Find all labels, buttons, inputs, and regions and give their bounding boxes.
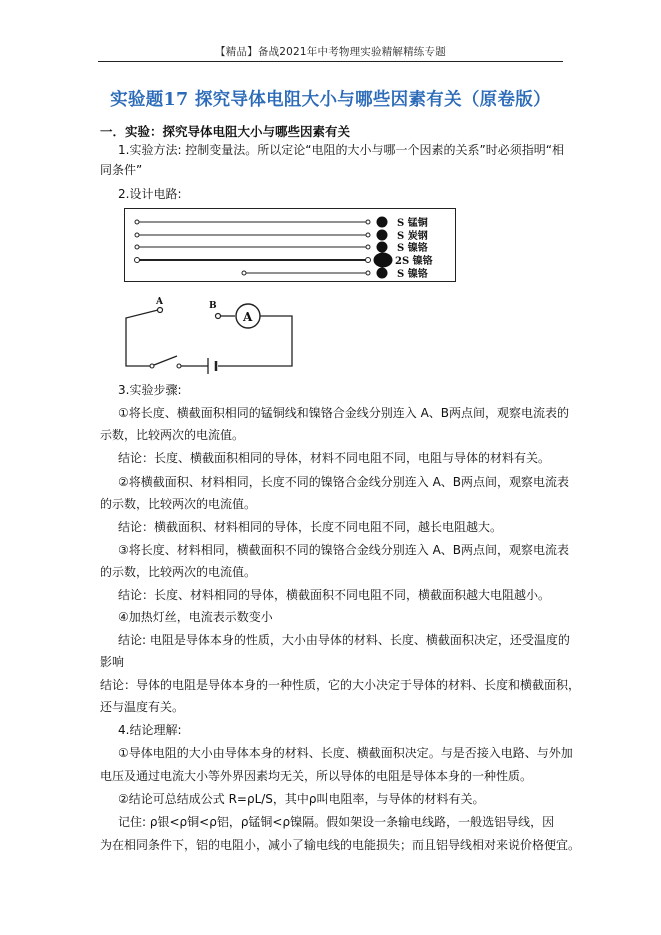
- conclusion1: 结论：长度、横截面积相同的导体，材料不同电阻不同，电阻与导体的材料有关。: [118, 451, 551, 465]
- item4-label: 4.结论理解:: [118, 723, 182, 737]
- conclusion4-line2: 影响: [100, 655, 125, 669]
- terminal-b: [216, 314, 221, 319]
- final-conclusion-line1: 结论：导体的电阻是导体本身的一种性质，它的大小决定于导体的材料、长度和横截面积，: [100, 678, 581, 692]
- wire-label-5: S 镍铬: [397, 269, 428, 280]
- header-rule: [98, 61, 563, 62]
- item1-line2: 同条件”: [100, 163, 143, 177]
- switch-lever: [154, 356, 177, 365]
- step3-line2: 的示数，比较两次的电流值。: [100, 565, 257, 579]
- wire-1: [135, 217, 388, 228]
- understanding1-line2: 电压及通过电流大小等外界因素均无关，所以导体的电阻是导体本身的一种性质。: [100, 769, 533, 783]
- wire-2: [135, 230, 388, 241]
- step1-line2: 示数，比较两次的电流值。: [100, 428, 245, 442]
- step1-line1: ①将长度、横截面积相同的锰铜线和镍铬合金线分别连入 A、B两点间，观察电流表的: [118, 406, 570, 420]
- terminal-b-label: B: [209, 301, 217, 311]
- item2-label: 2.设计电路:: [118, 187, 182, 201]
- wire-label-2: S 炭钢: [397, 231, 428, 242]
- memo-line1: 记住: ρ银<ρ铜<ρ铝，ρ锰铜<ρ镍隔。假如架设一条输电线路，一般选铝导线，因: [118, 815, 555, 829]
- circuit-wire-left: [126, 310, 158, 366]
- item3-label: 3.实验步骤:: [118, 383, 182, 397]
- conclusion3: 结论：长度、材料相同的导体，横截面积不同电阻不同，横截面积越大电阻越小。: [118, 588, 551, 602]
- wire-3: [135, 242, 388, 253]
- terminal-a-label: A: [156, 297, 163, 307]
- circuit-diagram: [120, 296, 310, 376]
- section-heading: 一．实验：探究导体电阻大小与哪些因素有关: [100, 124, 351, 139]
- step2-line1: ②将横截面积、材料相同，长度不同的镍铬合金线分别连入 A、B两点间，观察电流表: [118, 475, 570, 489]
- terminal-a: [158, 308, 163, 313]
- step4: ④加热灯丝，电流表示数变小: [118, 610, 273, 624]
- understanding1-line1: ①导体电阻的大小由导体本身的材料、长度、横截面积决定。与是否接入电路、与外加: [118, 746, 573, 760]
- ammeter-label: A: [243, 310, 253, 324]
- memo-line2: 为在相同条件下，铝的电阻小，减小了输电线的电能损失；而且铝导线相对来说价格便宜。: [100, 838, 581, 852]
- wire-5: [242, 268, 388, 279]
- step3-line1: ③将长度、材料相同，横截面积不同的镍铬合金线分别连入 A、B两点间，观察电流表: [118, 543, 570, 557]
- wire-label-3: S 镍铬: [397, 243, 428, 254]
- switch-contact: [177, 364, 181, 368]
- wire-label-1: S 锰铜: [397, 218, 428, 229]
- item1-line1: 1.实验方法: 控制变量法。所以定论“电阻的大小与哪一个因素的关系”时必须指明“相: [118, 143, 564, 157]
- conclusion4-line1: 结论: 电阻是导体本身的性质，大小由导体的材料、长度、横截面积决定，还受温度的: [118, 633, 570, 647]
- wire-label-4: 2S 镍铬: [395, 256, 433, 267]
- understanding2: ②结论可总结成公式 R=ρL/S，其中ρ叫电阻率，与导体的材料有关。: [118, 792, 485, 806]
- final-conclusion-line2: 还与温度有关。: [100, 700, 185, 714]
- conclusion2: 结论：横截面积、材料相同的导体，长度不同电阻不同，越长电阻越大。: [118, 520, 503, 534]
- page-title: 实验题17 探究导体电阻大小与哪些因素有关（原卷版）: [110, 90, 551, 110]
- switch-pivot: [150, 364, 154, 368]
- page-header: 【精品】备战2021年中考物理实验精解精练专题: [215, 46, 446, 58]
- wire-4: [135, 253, 393, 268]
- wire-diagram-drawing: [124, 208, 456, 282]
- step2-line2: 的示数，比较两次的电流值。: [100, 497, 257, 511]
